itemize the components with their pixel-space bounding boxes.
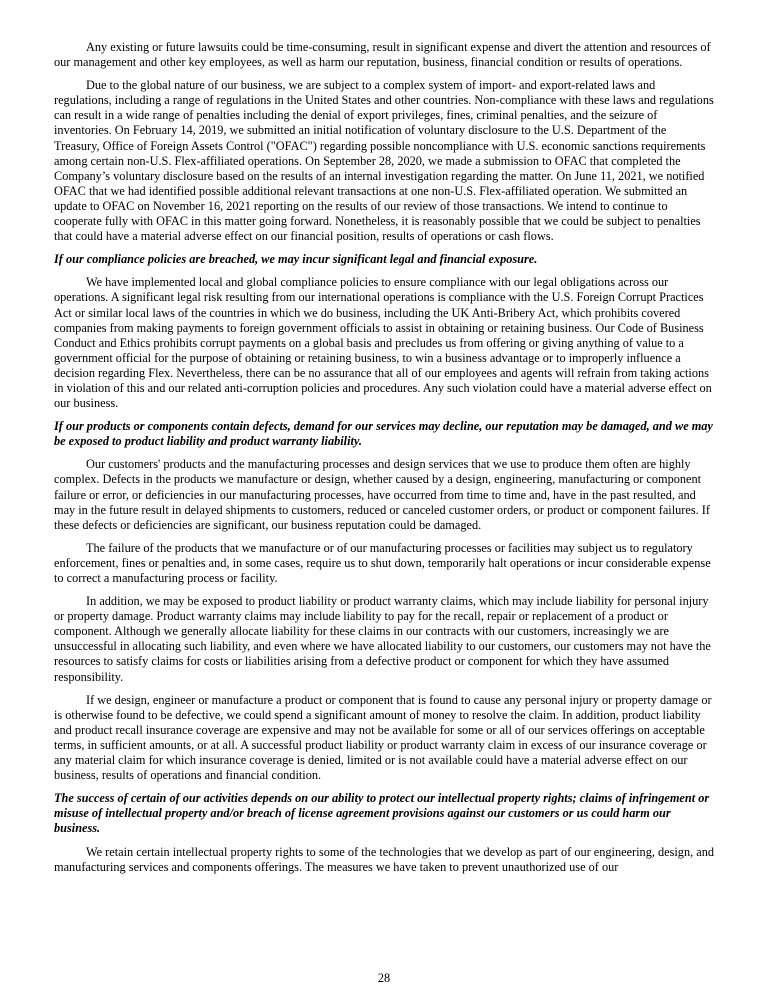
paragraph-intellectual-property: We retain certain intellectual property rights to some of the technologies that we develop as part of our engineering, design, and manufacturing services and components offerings. The measures we have taken to prevent unauthorized use of our	[54, 844, 714, 874]
heading-product-defects: If our products or components contain defects, demand for our services may decline, our reputation may be damaged, and we may be exposed to product liability and product warranty liability.	[54, 419, 713, 449]
paragraph-insurance-coverage: If we design, engineer or manufacture a product or component that is found to cause any personal injury or property damage or is otherwise found to be defective, we could spend a significant amount of money to resolve the claim. In addition, product liability and product recall insurance coverage are expensive and may not be available for some or all of our services offerings on acceptable terms, in sufficient amounts, or at all. A successful product liability or product warranty claim in excess of our insurance coverage or any material claim for which insurance coverage is denied, limited or is not available could have a material adverse effect on our business, results of operations and financial condition.	[54, 692, 712, 783]
heading-intellectual-property: The success of certain of our activities depends on our ability to protect our intellectual property rights; claims of infringement or misuse of intellectual property and/or breach of license agreement provisions against our customers or us could harm our business.	[54, 791, 710, 836]
paragraph-liability-claims: In addition, we may be exposed to product liability or product warranty claims, which may include liability for personal injury or property damage. Product warranty claims may include liability to pay for the recall, repair or replacement of a product or component. Although we generally allocate liability for these claims in our contracts with our customers, increasingly we are unsuccessful in allocating such liability, and even where we have allocated liability to our customers, our customers may not have the resources to satisfy claims for costs or liabilities arising from a defective product or component for which they have assumed responsibility.	[54, 594, 711, 684]
paragraph-product-complexity: Our customers' products and the manufacturing processes and design services that we use to produce them often are highly complex. Defects in the products we manufacture or design, whether caused by a design, engineering, manufacturing or component failure or error, or deficiencies in our manufacturing processes, have occurred from time to time and, have in the past resulted, and may in the future result in delayed shipments to customers, reduced or canceled customer orders, or product or component failures. If these defects or deficiencies are significant, our business reputation could be damaged.	[54, 457, 710, 532]
heading-compliance-policies: If our compliance policies are breached, we may incur significant legal and financial exposure.	[54, 252, 538, 267]
paragraph-manufacturing-failure: The failure of the products that we manufacture or of our manufacturing processes or facilities may subject us to regulatory enforcement, fines or penalties and, in some cases, require us to shut down, temporarily halt operations or incur considerable expense to correct a manufacturing process or facility.	[54, 540, 711, 585]
paragraph-export-regulations: Due to the global nature of our business, we are subject to a complex system of import- and export-related laws and regulations, including a range of regulations in the United States and other countries. Non-compliance with these laws and regulations can result in a wide range of penalties including the denial of export privileges, fines, criminal penalties, and the seizure of inventories. On February 14, 2019, we submitted an initial notification of voluntary disclosure to the U.S. Department of the Treasury, Office of Foreign Assets Control ("OFAC") regarding possible noncompliance with U.S. economic sanctions requirements among certain non-U.S. Flex-affiliated operations. On September 28, 2020, we made a submission to OFAC that completed the Company’s voluntary disclosure based on the results of an internal investigation regarding the matter. On June 11, 2021, we notified OFAC that we had identified possible additional relevant transactions at one non-U.S. Flex-affiliated operation. We submitted an update to OFAC on November 16, 2021 reporting on the results of our review of those transactions. We intend to continue to cooperate fully with OFAC in this matter going forward. Nonetheless, it is reasonably possible that we could be subject to penalties that could have a material adverse effect on our financial position, results of operations or cash flows.	[54, 78, 714, 244]
document-body	[54, 40, 714, 883]
page-number: 28	[377, 971, 391, 985]
paragraph-lawsuits: Any existing or future lawsuits could be time-consuming, result in significant expense and divert the attention and resources of our management and other key employees, as well as harm our reputation, business, financial condition or results of operations.	[54, 40, 711, 70]
paragraph-compliance-policies: We have implemented local and global compliance policies to ensure compliance with our legal obligations across our operations. A significant legal risk resulting from our international operations is compliance with the U.S. Foreign Corrupt Practices Act or similar local laws of the countries in which we do business, including the UK Anti-Bribery Act, which prohibits covered companies from making payments to foreign government officials to assist in obtaining or retaining business. Our Code of Business Conduct and Ethics prohibits corrupt payments on a global basis and precludes us from offering or giving anything of value to a government official for the purpose of obtaining or retaining business, to win a business advantage or to improperly influence a decision regarding Flex. Nevertheless, there can be no assurance that all of our employees and agents will refrain from taking actions in violation of this and our related anti-corruption policies and procedures. Any such violation could have a material adverse effect on our business.	[54, 275, 712, 411]
